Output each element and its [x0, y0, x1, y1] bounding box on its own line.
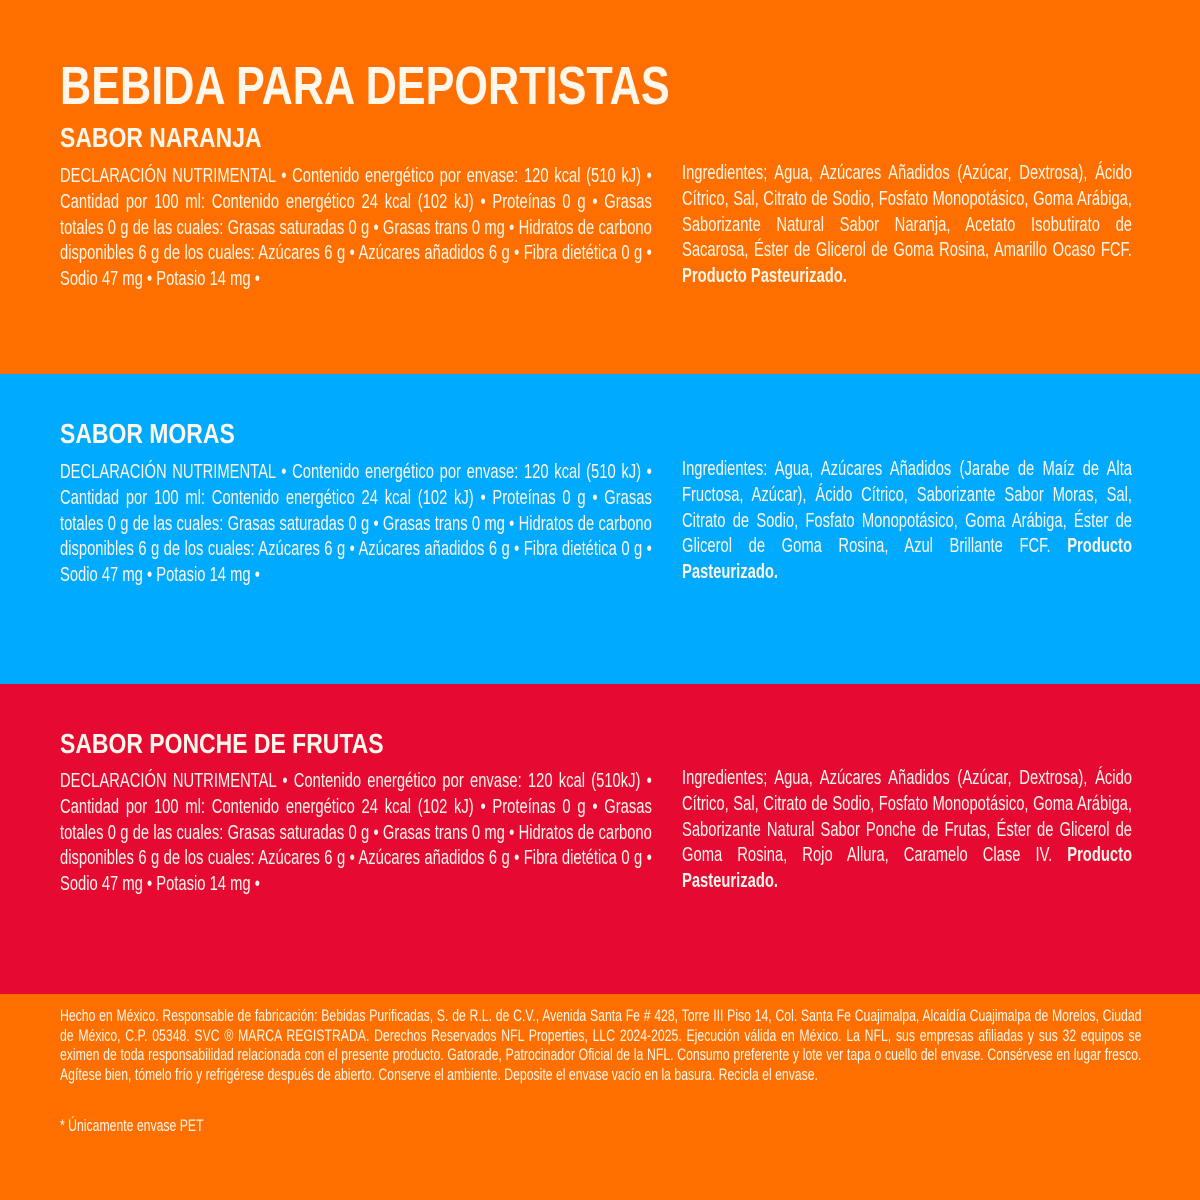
- flavor-title: SABOR NARANJA: [60, 122, 262, 153]
- pasteurized-note: Producto Pasteurizado.: [682, 264, 847, 288]
- page-title: BEBIDA PARA DEPORTISTAS: [60, 56, 670, 116]
- footnote: * Únicamente envase PET: [60, 1116, 204, 1135]
- ingredients-body: Ingredientes; Agua, Azúcares Añadidos (Azúcar, Dextrosa), Ácido Cítrico, Sal, Citrato de Sodio, Fosfato Monopotásico, Goma Arábiga, Saborizante Natural Sabor Ponche de Frutas, Éster de Glicerol de Goma Rosina, Rojo Allura, Caramelo Clase IV.: [682, 766, 1132, 867]
- legal-text: Hecho en México. Responsable de fabricación: Bebidas Purificadas, S. de R.L. de C.V., Avenida Santa Fe # 428, Torre III Piso 14, Col. Santa Fe Cuajimalpa, Alcaldía Cuajimalpa de Morelos, Ciudad de México, C.P. 05348. SVC ® MARCA REGISTRADA. Derechos Reservados NFL Properties, LLC 2024-2025. Ejecución válida en México. La NFL, sus empresas afiliadas y sus 32 equipos se eximen de toda responsabilidad relacionada con el presente producto. Gatorade, Patrocinador Oficial de la NFL. Consumo preferente y lote ver tapa o cuello del envase. Consérvese en lugar fresco. Agítese bien, tómelo frío y refrigérese después de abierto. Conserve el ambiente. Deposite el envase vacío en la basura. Recicla el envase.: [60, 1006, 1142, 1084]
- ingredients-text: [682, 160, 1132, 289]
- flavor-title: SABOR PONCHE DE FRUTAS: [60, 728, 384, 759]
- ingredients-list: [682, 765, 1132, 925]
- nutrition-declaration: [60, 459, 652, 644]
- legal-text-block: [60, 1006, 1142, 1111]
- pasteurized-note: Producto Pasteurizado.: [682, 534, 1132, 584]
- ingredients-text: [682, 456, 1132, 585]
- nutrition-text: DECLARACIÓN NUTRIMENTAL • Contenido energético por envase: 120 kcal (510 kJ) • Cantidad por 100 ml: Contenido energético 24 kcal (102 kJ) • Proteínas 0 g • Grasas totales 0 g de las cuales: Grasas saturadas 0 g • Grasas trans 0 mg • Hidratos de carbono disponibles 6 g de los cuales: Azúcares 6 g • Azúcares añadidos 6 g • Fibra dietética 0 g • Sodio 47 mg • Potasio 14 mg •: [60, 460, 652, 587]
- pasteurized-note: Producto Pasteurizado.: [682, 843, 1132, 893]
- ingredients-text: [682, 765, 1132, 894]
- nutrition-text: DECLARACIÓN NUTRIMENTAL • Contenido energético por envase: 120 kcal (510 kJ) • Cantidad por 100 ml: Contenido energético 24 kcal (102 kJ) • Proteínas 0 g • Grasas totales 0 g de las cuales: Grasas saturadas 0 g • Grasas trans 0 mg • Hidratos de carbono disponibles 6 g de los cuales: Azúcares 6 g • Azúcares añadidos 6 g • Fibra dietética 0 g • Sodio 47 mg • Potasio 14 mg •: [60, 164, 652, 291]
- ingredients-list: [682, 456, 1132, 616]
- nutrition-text: DECLARACIÓN NUTRIMENTAL • Contenido energético por envase: 120 kcal (510kJ) • Cantidad por 100 ml: Contenido energético 24 kcal (102 kJ) • Proteínas 0 g • Grasas totales 0 g de las cuales: Grasas saturadas 0 g • Grasas trans 0 mg • Hidratos de carbono disponibles 6 g de los cuales: Azúcares 6 g • Azúcares añadidos 6 g • Fibra dietética 0 g • Sodio 47 mg • Potasio 14 mg •: [60, 769, 652, 896]
- ingredients-body: Ingredientes: Agua, Azúcares Añadidos (Jarabe de Maíz de Alta Fructosa, Azúcar), Ácido Cítrico, Saborizante Sabor Moras, Sal, Citrato de Sodio, Fosfato Monopotásico, Goma Arábiga, Éster de Glicerol de Goma Rosina, Azul Brillante FCF.: [682, 457, 1132, 558]
- nutrition-declaration: [60, 163, 652, 348]
- ingredients-body: Ingredientes; Agua, Azúcares Añadidos (Azúcar, Dextrosa), Ácido Cítrico, Sal, Citrato de Sodio, Fosfato Monopotásico, Goma Arábiga, Saborizante Natural Sabor Naranja, Acetato Isobutirato de Sacarosa, Éster de Glicerol de Goma Rosina, Amarillo Ocaso FCF.: [682, 161, 1132, 262]
- flavor-title: SABOR MORAS: [60, 418, 235, 449]
- ingredients-list: [682, 160, 1132, 320]
- nutrition-declaration: [60, 768, 652, 953]
